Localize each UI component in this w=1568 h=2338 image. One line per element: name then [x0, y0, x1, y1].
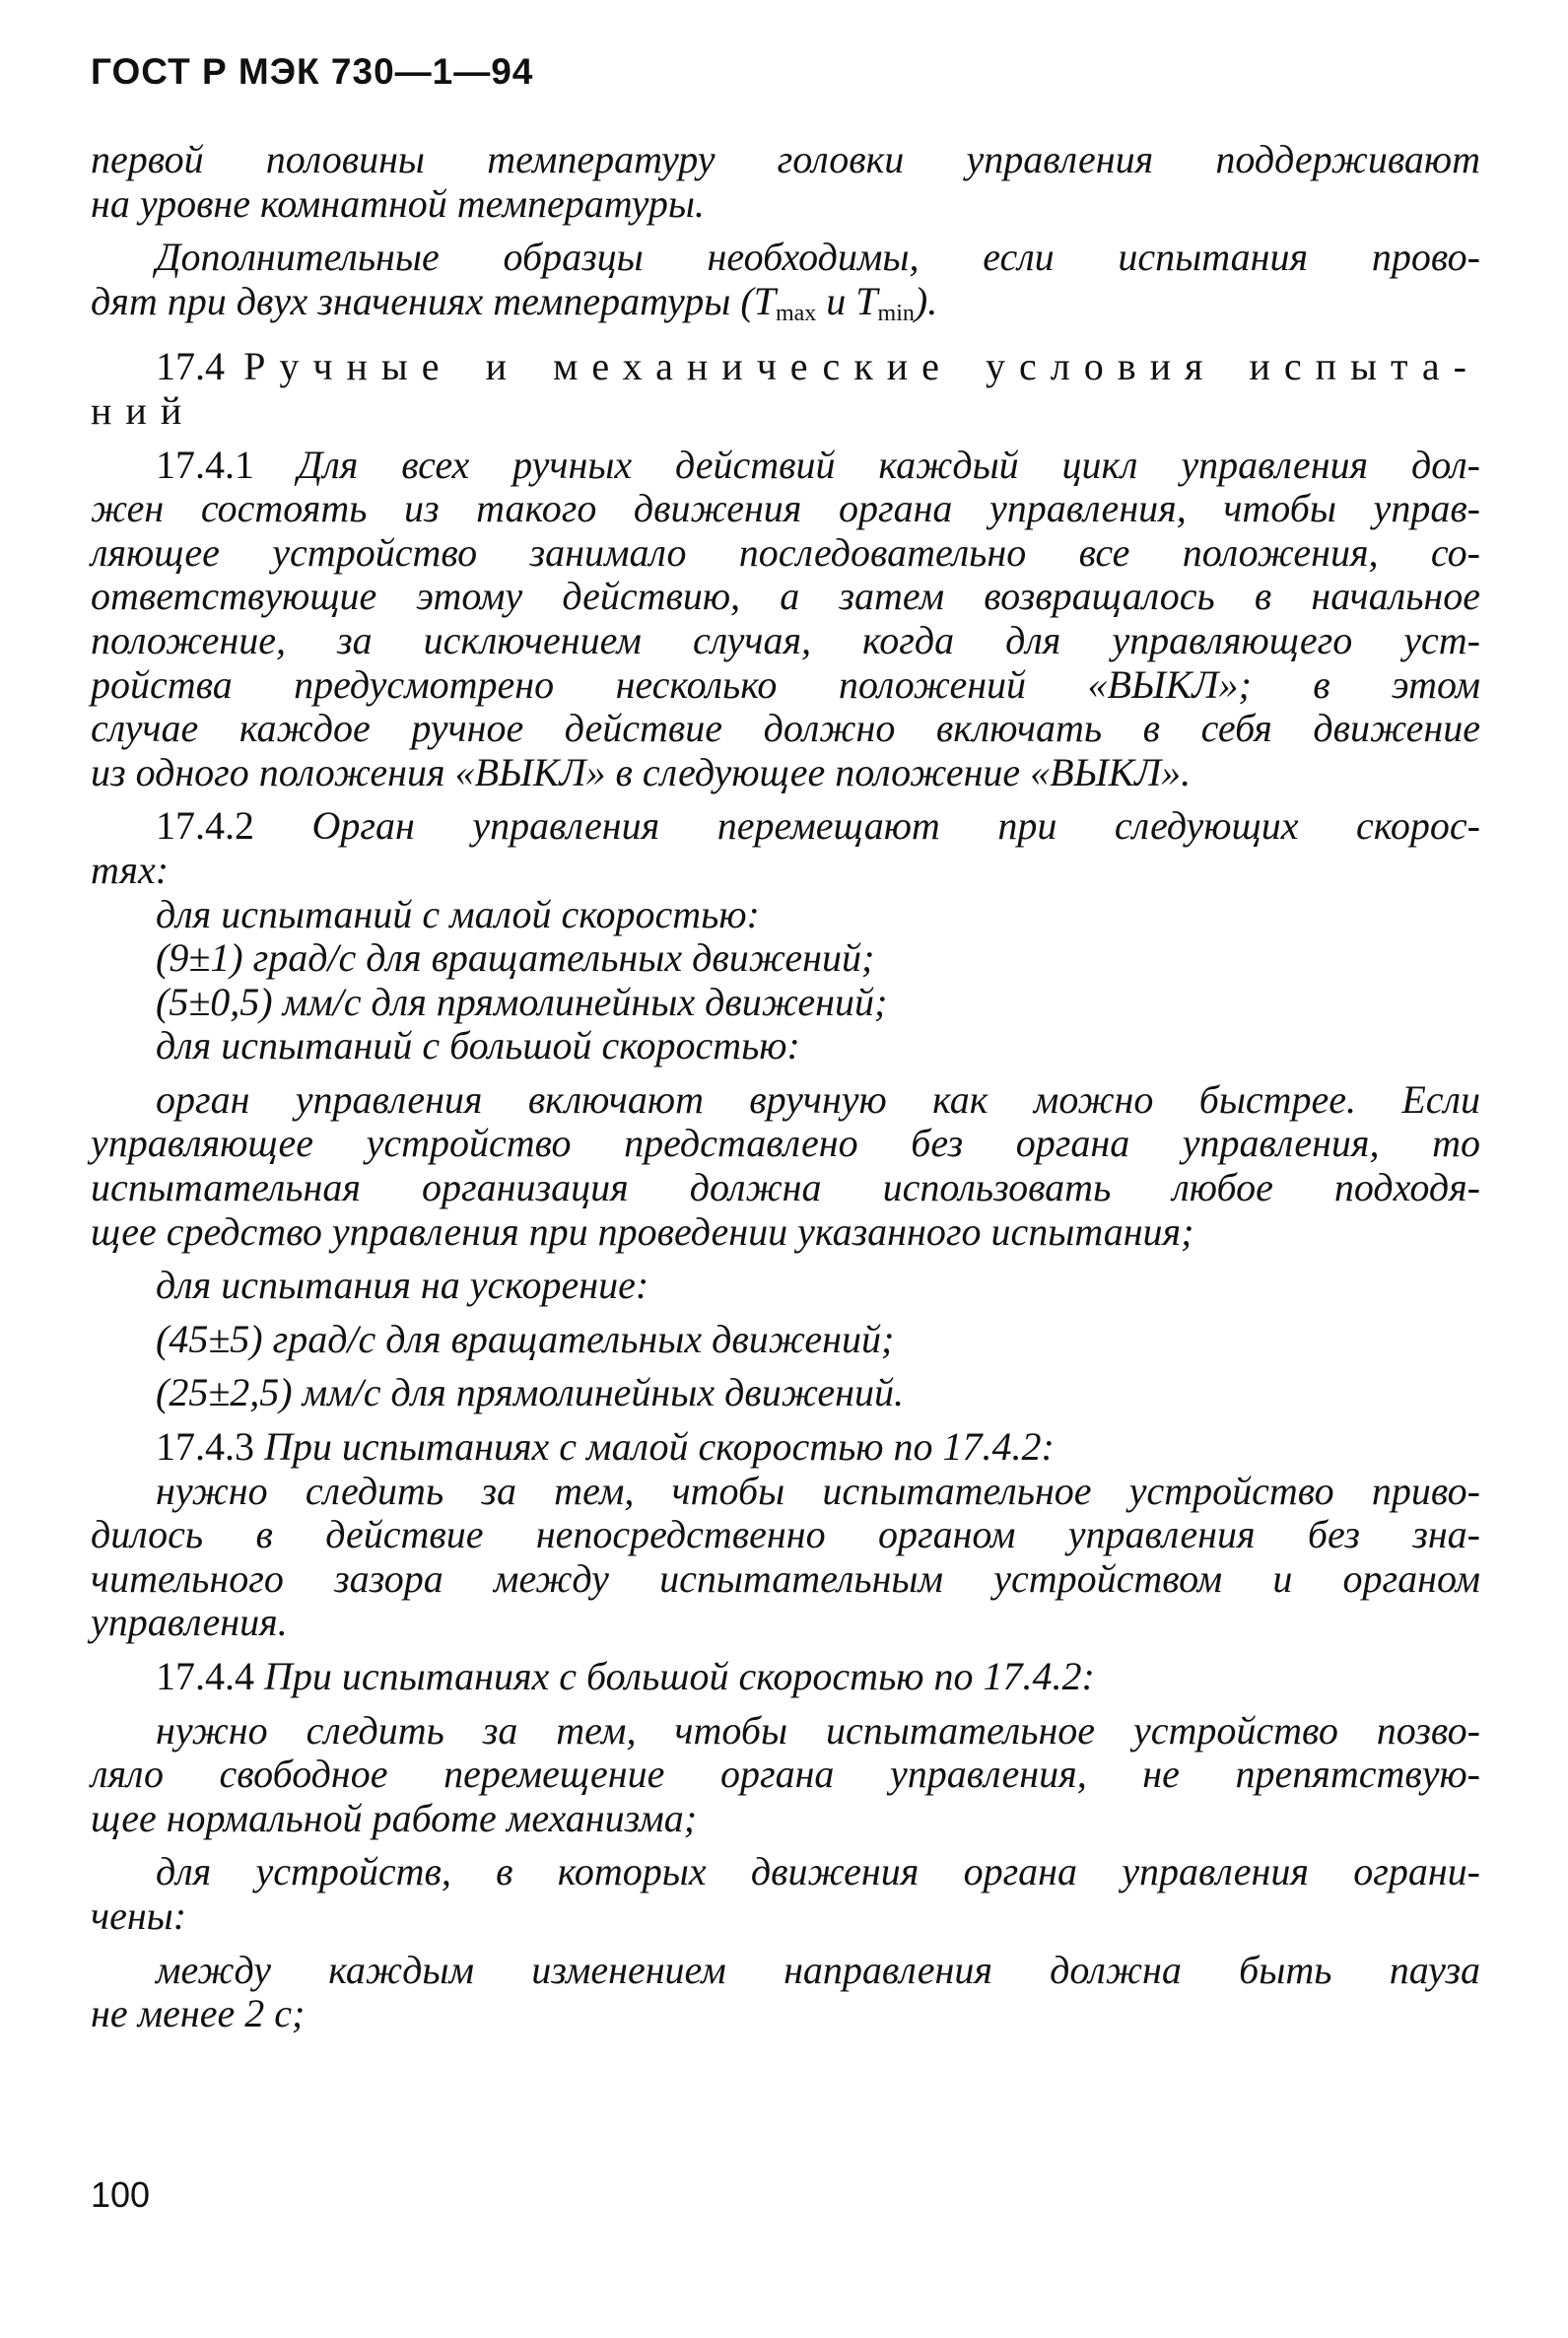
text-line: на уровне комнатной температуры.: [91, 180, 705, 226]
text-line: орган управления включают вручную как можно быстрее. Если: [156, 1076, 1480, 1122]
text-line: 17.4.2 Орган управления перемещают при следующих скорос-: [156, 803, 1481, 849]
document-header: ГОСТ Р МЭК 730—1—94: [91, 51, 534, 92]
text-line: (5±0,5) мм/с для прямолинейных движений;: [156, 979, 888, 1024]
section-heading-17-4: [91, 345, 1480, 433]
text-line: из одного положения «ВЫКЛ» в следующее положение «ВЫКЛ».: [91, 749, 1192, 794]
text-line: 17.4.1 Для всех ручных действий каждый цикл управления дол-: [156, 442, 1481, 487]
text-line: для устройств, в которых движения органа управления ограни-: [156, 1849, 1480, 1894]
text-line: управляющее устройство представлено без органа управления, то: [91, 1121, 1480, 1166]
low-speed-linear: [91, 981, 1480, 1025]
text-line: тях:: [91, 847, 170, 892]
clause-number: 17.4.1: [156, 442, 254, 487]
acceleration-linear: [91, 1371, 1480, 1415]
section-title: Ручные и механические условия испыта-: [243, 344, 1480, 389]
text-line: ройства предусмотрено несколько положений «ВЫКЛ»; в этом: [91, 661, 1480, 707]
paragraph-17-4-3-title: [91, 1425, 1480, 1470]
high-speed-text: [91, 1078, 1480, 1254]
text-line: случае каждое ручное действие должно включать в себя движение: [91, 706, 1480, 751]
text-line: первой половины температуру головки управления поддерживают: [91, 137, 1480, 181]
text-line: чены:: [91, 1892, 187, 1938]
text-line: ответствующие этому действию, а затем возвращалось в начальное: [91, 574, 1480, 619]
text-line: для испытания на ускорение:: [156, 1263, 649, 1308]
subscript-max: max: [775, 300, 817, 326]
paragraph-17-4-4-title: [91, 1655, 1480, 1699]
text-line: щее средство управления при проведении указанного испытания;: [91, 1208, 1194, 1254]
text-line: испытательная организация должна использовать любое подходя-: [91, 1165, 1480, 1210]
clause-number: 17.4.2: [156, 803, 254, 849]
paragraph-additional-samples: [91, 236, 1480, 335]
paragraph-17-4-4-body: [91, 1709, 1480, 1841]
text-line: положение, за исключением случая, когда для управляющего уст-: [91, 617, 1480, 662]
document-body: [91, 138, 1480, 2036]
text-line: для испытаний с малой скоростью:: [156, 891, 760, 936]
text-line: Дополнительные образцы необходимы, если испытания прово-: [156, 235, 1480, 280]
page-number: 100: [91, 2174, 151, 2215]
low-speed-rotational: [91, 936, 1480, 981]
text-line-temperatures: дят при двух значениях температуры ($T_{max}$ и $T_{min}$).: [91, 278, 938, 326]
paragraph-17-4-4-pause: [91, 1949, 1480, 2036]
text-line: щее нормальной работе механизма;: [91, 1795, 698, 1840]
text-line: 17.4.3 При испытаниях с малой скоростью по 17.4.2:: [156, 1424, 1055, 1470]
paragraph-17-4-1: [91, 444, 1480, 795]
clause-number: 17.4.4: [156, 1654, 254, 1698]
text-line: (45±5) град/с для вращательных движений;: [156, 1316, 895, 1361]
heading-line: ний: [91, 387, 196, 433]
text-line: для испытаний с большой скоростью:: [156, 1023, 800, 1068]
text-line: 17.4.4 При испытаниях с большой скоростью по 17.4.2:: [156, 1654, 1095, 1698]
heading-line: [91, 345, 1480, 389]
text-line: ляло свободное перемещение органа управления, не препятствую-: [91, 1752, 1480, 1797]
subscript-min: min: [877, 300, 915, 326]
clause-number: 17.4.3: [156, 1424, 254, 1470]
text-line: ляющее устройство занимало последовательно все положения, со-: [91, 529, 1480, 575]
section-number: 17.4: [156, 344, 225, 389]
text-line: между каждым изменением направления должна быть пауза: [156, 1947, 1480, 1992]
text-line: не менее 2 с;: [91, 1991, 306, 2036]
text-line: (25±2,5) мм/с для прямолинейных движений.: [156, 1370, 904, 1415]
text-line: чительного зазора между испытательным устройством и органом: [91, 1555, 1480, 1601]
paragraph-17-4-2: [91, 804, 1480, 892]
paragraph-17-4-3-body: [91, 1470, 1480, 1645]
text-line: жен состоять из такого движения органа управления, чтобы управ-: [91, 486, 1480, 531]
paragraph-continuation: [91, 138, 1480, 226]
text-line: нужно следить за тем, чтобы испытательное устройство приво-: [156, 1468, 1480, 1513]
text-line: нужно следить за тем, чтобы испытательное устройство позво-: [156, 1707, 1480, 1753]
text-line: дилось в действие непосредственно органом управления без зна-: [91, 1512, 1480, 1557]
low-speed-label: [91, 893, 1480, 937]
acceleration-rotational: [91, 1318, 1480, 1362]
acceleration-label: [91, 1264, 1480, 1308]
paragraph-17-4-4-limited: [91, 1850, 1480, 1938]
text-line: управления.: [91, 1600, 288, 1645]
text-line: (9±1) град/с для вращательных движений;: [156, 935, 875, 981]
high-speed-label: [91, 1024, 1480, 1068]
